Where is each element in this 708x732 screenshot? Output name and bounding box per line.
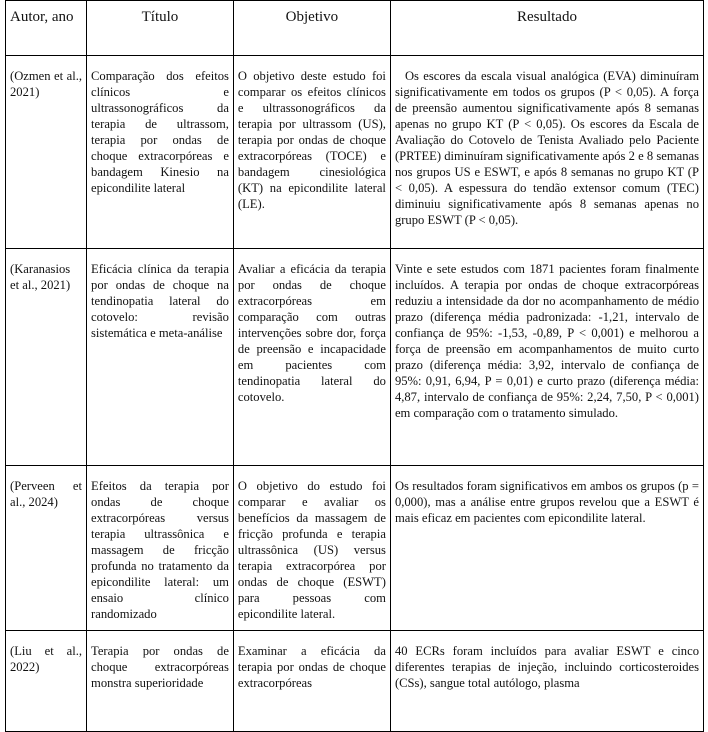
table-row xyxy=(6,466,704,631)
cell-title: Eficácia clínica da terapia por ondas de choque na tendinopatia lateral do cotovelo: revisão sistemática e meta-análise xyxy=(87,249,234,466)
cell-objective: O objetivo do estudo foi comparar e avaliar os benefícios da massagem de fricção profunda e terapia ultrassônica (US) versus terapia extracorpórea por ondas de choque (ESWT) para pessoas com epicondilite lateral. xyxy=(233,466,390,631)
cell-author: (Ozmen et al., 2021) xyxy=(6,56,87,249)
cell-author: (Liu et al., 2022) xyxy=(6,631,87,732)
table-row xyxy=(6,56,704,249)
cell-result: 40 ECRs foram incluídos para avaliar ESWT e cinco diferentes terapias de injeção, incluindo corticosteroides (CSs), sangue total autólogo, plasma xyxy=(390,631,703,732)
cell-objective: Avaliar a eficácia da terapia por ondas de choque extracorpóreas em comparação com outras intervenções sobre dor, força de preensão e incapacidade em pacientes com tendinopatia lateral do cotovelo. xyxy=(233,249,390,466)
cell-title: Comparação dos efeitos clínicos e ultrassonográficos da terapia de ultrassom, terapia por ondas de choque extracorpóreas e bandagem Kinesio na epicondilite lateral xyxy=(87,56,234,249)
table-row xyxy=(6,631,704,732)
cell-author: (Perveen et al., 2024) xyxy=(6,466,87,631)
literature-review-table xyxy=(5,0,704,732)
cell-objective: O objetivo deste estudo foi comparar os efeitos clínicos e ultrassonográficos da terapia por ultrassom (US), terapia por ondas de choque extracorpóreas (TOCE) e bandagem cinesiológica (KT) na epicondilite lateral (LE). xyxy=(233,56,390,249)
table-header-row xyxy=(6,1,704,56)
table-row xyxy=(6,249,704,466)
header-objective: Objetivo xyxy=(233,1,390,56)
document-page xyxy=(5,0,704,732)
header-author-year: Autor, ano xyxy=(6,1,87,56)
cell-title: Terapia por ondas de choque extracorpóreas monstra superioridade xyxy=(87,631,234,732)
cell-title: Efeitos da terapia por ondas de choque extracorpóreas versus terapia ultrassônica e massagem de fricção profunda no tratamento da epicondilite lateral: um ensaio clínico randomizado xyxy=(87,466,234,631)
cell-objective: Examinar a eficácia da terapia por ondas de choque extracorpóreas xyxy=(233,631,390,732)
cell-result: Os resultados foram significativos em ambos os grupos (p = 0,000), mas a análise entre grupos revelou que a ESWT é mais eficaz em pacientes com epicondilite lateral. xyxy=(390,466,703,631)
cell-result: Vinte e sete estudos com 1871 pacientes foram finalmente incluídos. A terapia por ondas de choque extracorpóreas reduziu a intensidade da dor no acompanhamento de médio prazo (diferença média padronizada: -1,21, intervalo de confiança de 95%: -1,53, -0,89, P < 0,001) e melhorou a força de preensão em acompanhamentos de muito curto prazo (diferença média: 3,92, intervalo de confiança de 95%: 0,91, 6,94, P = 0,01) e curto prazo (diferença média: 4,87, intervalo de confiança de 95%: 2,24, 7,50, P < 0,001) em comparação com o tratamento simulado. xyxy=(390,249,703,466)
cell-author: (Karanasios et al., 2021) xyxy=(6,249,87,466)
cell-result: Os escores da escala visual analógica (EVA) diminuíram significativamente em todos os grupos (P < 0,05). A força de preensão aumentou significativamente após 8 semanas apenas no grupo KT (P < 0,05). Os escores da Escala de Avaliação do Cotovelo de Tenista Avaliado pelo Paciente (PRTEE) diminuíram significativamente após 2 e 8 semanas nos grupos US e ESWT, e após 8 semanas no grupo KT (P < 0,05). A espessura do tendão extensor comum (TEC) diminuiu significativamente após 8 semanas apenas no grupo ESWT (P < 0,05). xyxy=(390,56,703,249)
header-result: Resultado xyxy=(390,1,703,56)
header-title: Título xyxy=(87,1,234,56)
